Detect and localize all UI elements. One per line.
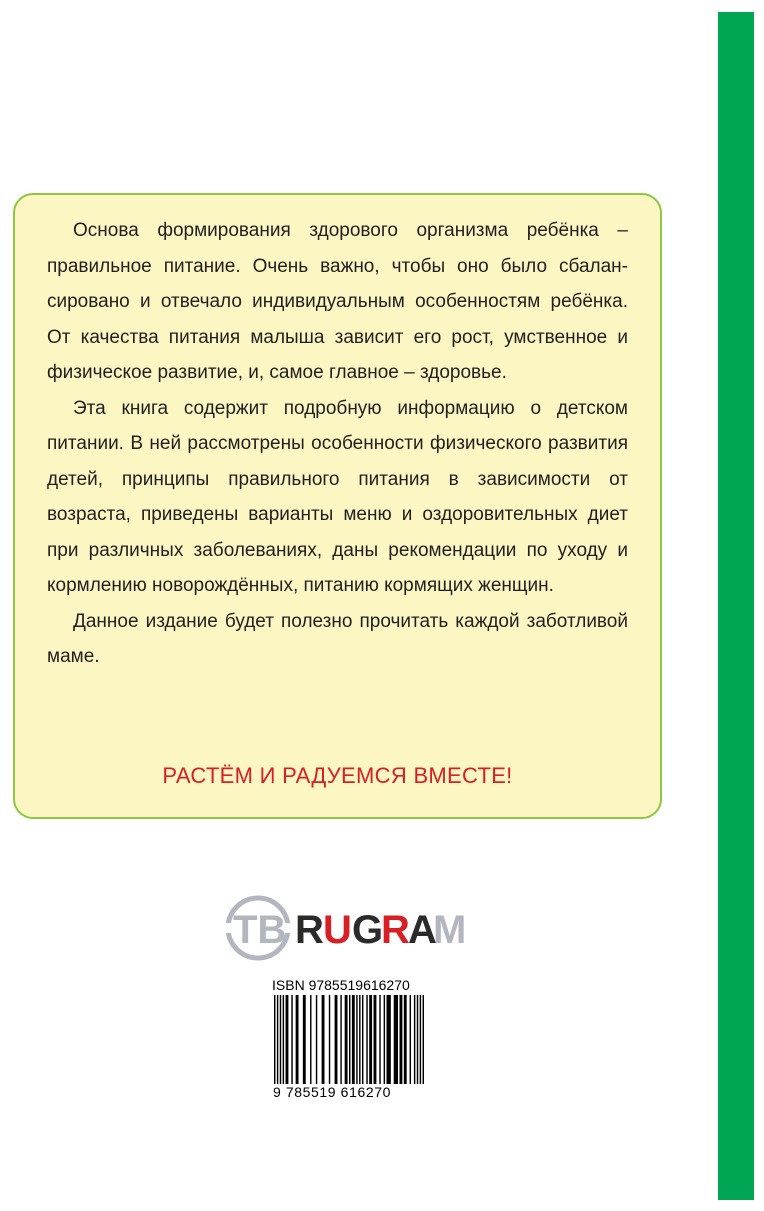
barcode-bar — [345, 995, 348, 1097]
barcode-bar — [379, 995, 380, 1097]
isbn-label: ISBN 9785519616270 — [272, 977, 410, 993]
barcode-bar — [374, 995, 377, 1097]
barcode-bar — [420, 995, 421, 1097]
logo-wordmark — [295, 908, 466, 952]
barcode-bar — [394, 995, 398, 1097]
barcode-bar — [362, 995, 363, 1097]
barcode-bar — [322, 995, 325, 1097]
barcode-bar — [296, 995, 299, 1097]
green-spine-stripe — [718, 12, 754, 1200]
svg-text:A: A — [408, 908, 437, 952]
barcode-digits: 9 785519 616270 — [272, 1084, 427, 1100]
barcode-bar — [384, 995, 385, 1097]
barcode — [272, 995, 426, 1097]
barcode-bar — [410, 995, 411, 1097]
barcode-bar — [366, 995, 367, 1097]
barcode-bar — [340, 995, 341, 1097]
svg-text:M: M — [433, 908, 467, 952]
barcode-bar — [310, 995, 311, 1097]
barcode-bar — [387, 995, 391, 1097]
barcode-bar — [274, 995, 275, 1097]
barcode-bar — [369, 995, 372, 1097]
blurb-box — [13, 193, 662, 819]
barcode-bar — [335, 995, 338, 1097]
barcode-bar — [283, 995, 284, 1097]
barcode-bar — [349, 995, 350, 1097]
barcode-bar — [329, 995, 330, 1097]
barcode-bar — [404, 995, 407, 1097]
svg-text:R: R — [295, 908, 324, 952]
barcode-bar — [291, 995, 292, 1097]
barcode-bar — [303, 995, 306, 1097]
blurb-paragraph-2: Эта книга содержит подробную информацию о детском питании. В ней рассмотрены особенности физического развития детей, принципы правильного питания в зависимости от возраста, приведены варианты меню и оздоровительных диет при различных заболеваниях, даны рекомендации по уходу и кормлению новорождённых, питанию кормящих женщин. — [47, 397, 628, 596]
barcode-bar — [399, 995, 402, 1097]
svg-text:U: U — [323, 908, 352, 952]
svg-text:G: G — [352, 908, 384, 952]
svg-text:R: R — [381, 908, 410, 952]
barcode-bar — [356, 995, 357, 1097]
barcode-bar — [423, 995, 424, 1097]
barcode-bar — [286, 995, 289, 1097]
barcode-bar — [414, 995, 415, 1097]
barcode-bar — [277, 995, 278, 1097]
barcode-bar — [280, 995, 281, 1097]
barcode-bar — [417, 995, 418, 1097]
barcode-bar — [352, 995, 355, 1097]
blurb-paragraph-3: Данное издание будет полезно прочитать каждой заботливой маме. — [47, 610, 628, 667]
barcode-bar — [359, 995, 360, 1097]
blurb-paragraph-1: Основа формирования здорового организма ребёнка – правильное питание. Очень важно, чтобы оно было сбалансировано и отвечало индивидуальным особенностям ребёнка. От качества питания малыша зависит его рост, умственное и физическое развитие, и, самое главное – здоровье. — [47, 220, 628, 383]
logo-mark: TB — [233, 908, 287, 952]
barcode-bar — [316, 995, 317, 1097]
rugram-logo — [225, 893, 467, 963]
slogan: РАСТЁМ И РАДУЕМСЯ ВМЕСТЕ! — [162, 763, 513, 788]
